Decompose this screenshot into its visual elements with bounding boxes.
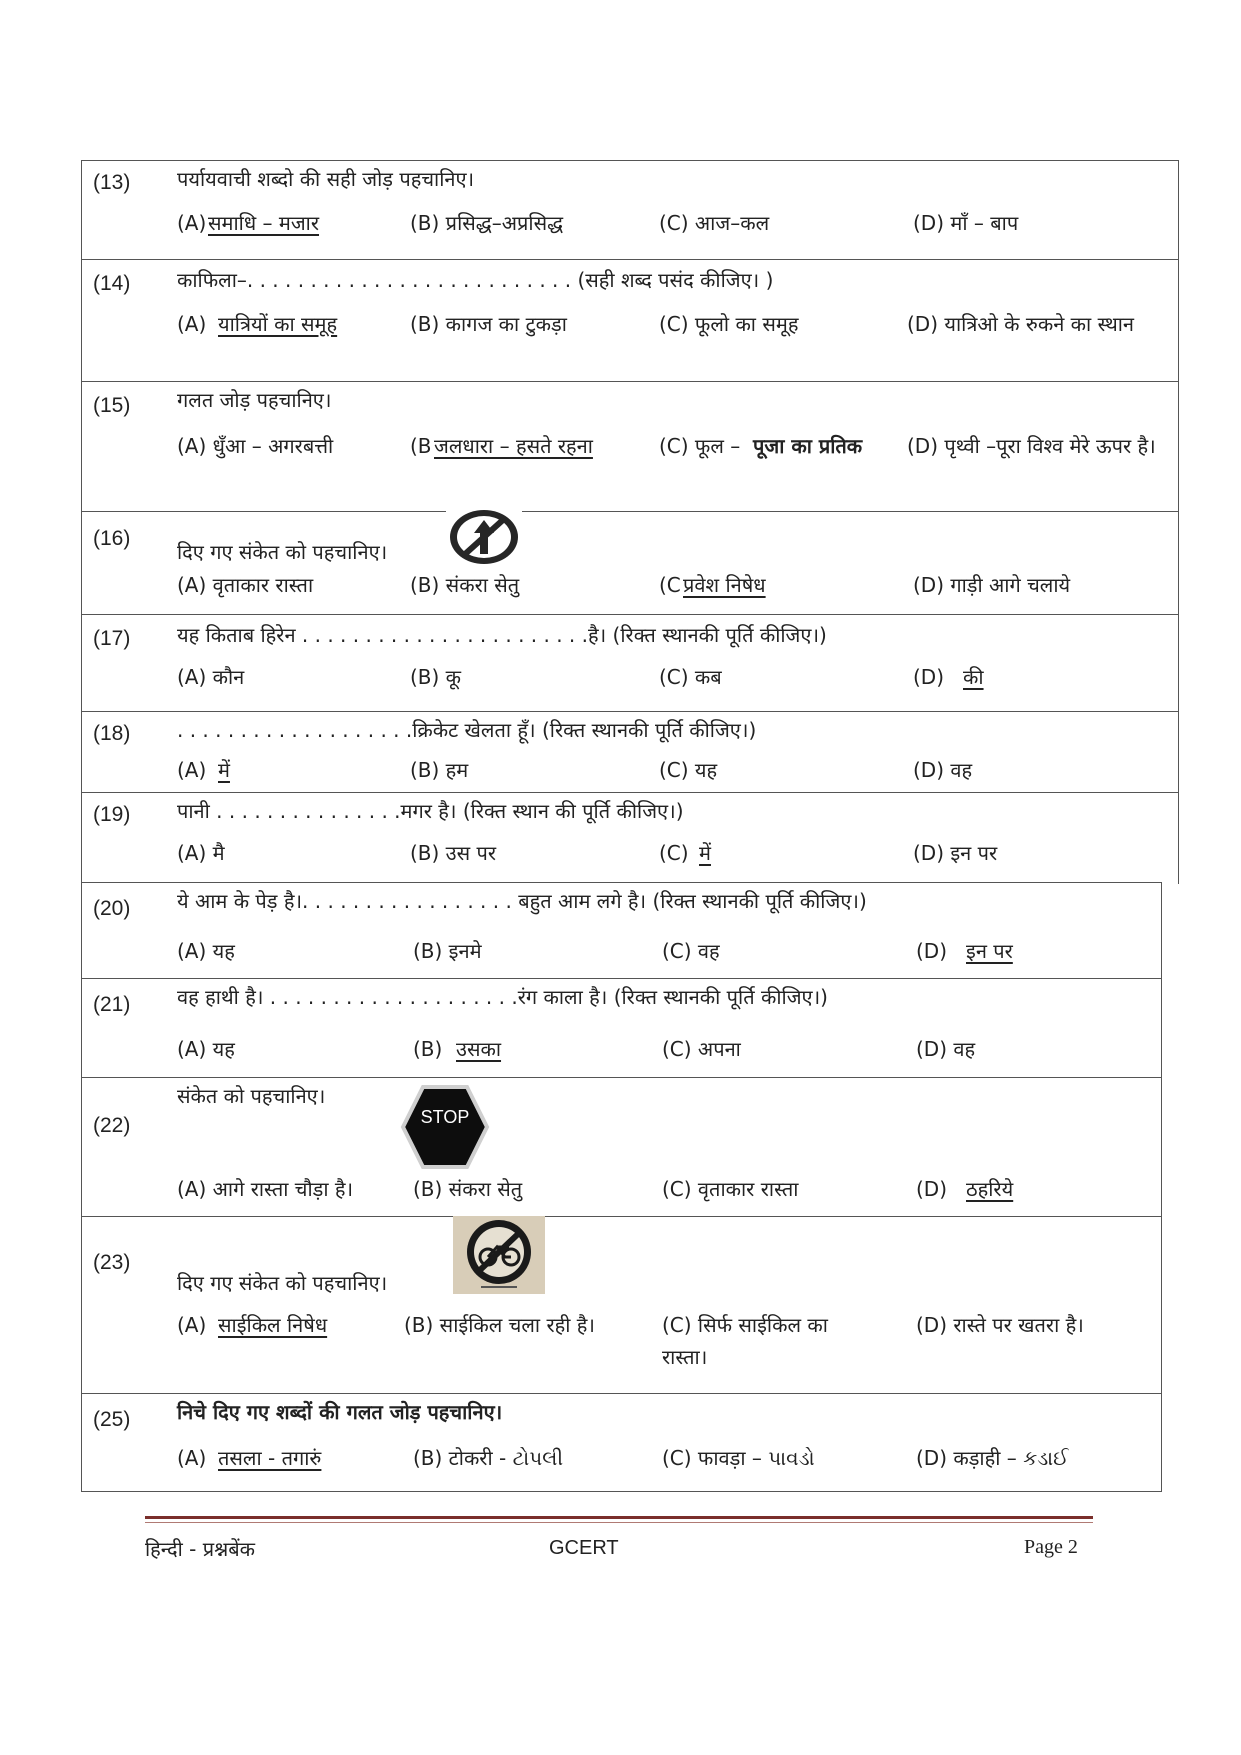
question-text: वह हाथी है। . . . . . . . . . . . . . . . . . . . .रंग काला है। (रिक्त स्थानकी पूर्ति कीजिए।) xyxy=(177,985,828,1009)
question-text: दिए गए संकेत को पहचानिए। xyxy=(177,540,388,564)
option-c-answer: प्रवेश निषेध xyxy=(683,573,766,597)
option-b: (B) साईकिल चला रही है। xyxy=(404,1313,595,1337)
option-c: (C) वृताकार रास्ता xyxy=(662,1177,799,1201)
option-a: (A) कौन xyxy=(177,665,245,689)
question-number: (22) xyxy=(93,1114,131,1137)
option-c: (C) कब xyxy=(659,665,722,689)
option-a: (A) वृताकार रास्ता xyxy=(177,573,314,597)
option-b: (B) उस पर xyxy=(410,841,497,865)
option-d: (D) कड़ाही – કડાઈ xyxy=(916,1446,1069,1470)
question-21 xyxy=(81,978,1162,1078)
option-d-label: (D) xyxy=(913,665,945,689)
option-a: (A) मै xyxy=(177,841,225,865)
question-number: (25) xyxy=(93,1408,131,1431)
option-b-answer: उसका xyxy=(456,1037,502,1061)
option-d-label: (D) xyxy=(916,1177,948,1201)
question-13 xyxy=(81,160,1179,260)
option-c-text: पूजा का प्रतिक xyxy=(753,434,863,458)
option-c-label: (C) फूल – xyxy=(659,434,741,458)
option-a: (A) आगे रास्ता चौड़ा है। xyxy=(177,1177,354,1201)
option-b: (B) कागज का टुकड़ा xyxy=(410,312,567,336)
question-text: यह किताब हिरेन . . . . . . . . . . . . . . . . . . . . . . .है। (रिक्त स्थानकी पूर्ति कीजिए।) xyxy=(177,623,827,647)
question-19 xyxy=(81,792,1179,884)
option-d: (D) इन पर xyxy=(913,841,998,865)
option-d-answer: ठहरिये xyxy=(966,1177,1014,1201)
option-c: (C) फूलो का समूह xyxy=(659,312,799,336)
option-a: (A) धुँआ – अगरबत्ती xyxy=(177,434,334,458)
option-a-label: (A) xyxy=(177,758,207,782)
question-text: ये आम के पेड़ है।. . . . . . . . . . . . . . . . . बहुत आम लगे है। (रिक्त स्थानकी पूर्ति कीजिए।) xyxy=(177,889,867,913)
question-17 xyxy=(81,614,1179,712)
question-number: (21) xyxy=(93,993,131,1016)
question-number: (18) xyxy=(93,722,131,745)
option-d: (D) वह xyxy=(913,758,973,782)
option-a-answer: में xyxy=(218,758,230,782)
question-25 xyxy=(81,1393,1162,1492)
question-23 xyxy=(81,1216,1162,1394)
option-c: (C) सिर्फ साईकिल का रास्ता। xyxy=(662,1313,828,1369)
no-entry-straight-sign-icon xyxy=(446,500,522,574)
option-c: (C) आज–कल xyxy=(659,211,770,235)
question-16 xyxy=(81,511,1179,615)
option-b: (B) कू xyxy=(410,665,462,689)
question-20 xyxy=(81,882,1162,979)
question-18 xyxy=(81,711,1179,793)
option-b-label: (B) xyxy=(413,1037,443,1061)
question-number: (19) xyxy=(93,803,131,826)
option-b-answer: जलधारा – हसते रहना xyxy=(434,434,593,458)
question-text: काफिला–. . . . . . . . . . . . . . . . . . . . . . . . . . (सही शब्द पसंद कीजिए। ) xyxy=(177,268,774,292)
footer-page-number: Page 2 xyxy=(1024,1536,1078,1558)
option-a-answer: यात्रियों का समूह xyxy=(218,312,338,336)
question-number: (14) xyxy=(93,272,131,295)
option-d: (D) पृथ्वी –पूरा विश्व मेरे ऊपर है। xyxy=(907,434,1156,458)
option-c-label: (C) xyxy=(659,841,689,865)
option-a: (A) यह xyxy=(177,1037,235,1061)
option-b-label: (B xyxy=(410,434,432,458)
footer-rule-thin xyxy=(145,1522,1093,1523)
option-a-answer: साईकिल निषेध xyxy=(218,1313,328,1337)
option-c: (C) वह xyxy=(662,939,720,963)
option-c: (C) अपना xyxy=(662,1037,741,1061)
option-c-label: (C xyxy=(659,573,681,597)
question-number: (17) xyxy=(93,627,131,650)
question-text: संकेत को पहचानिए। xyxy=(177,1084,326,1108)
option-a-answer: समाधि – मजार xyxy=(208,211,320,235)
option-a: (A) यह xyxy=(177,939,235,963)
stop-sign-label: STOP xyxy=(420,1107,470,1127)
question-22 xyxy=(81,1077,1162,1217)
question-text: दिए गए संकेत को पहचानिए। xyxy=(177,1271,388,1295)
question-text: पर्यायवाची शब्दो की सही जोड़ पहचानिए। xyxy=(177,167,475,191)
option-b: (B) इनमे xyxy=(413,939,482,963)
option-d: (D) वह xyxy=(916,1037,976,1061)
option-a-label: (A) xyxy=(177,312,207,336)
question-number: (13) xyxy=(93,171,131,194)
option-a-label: (A) xyxy=(177,211,207,235)
question-text: गलत जोड़ पहचानिए। xyxy=(177,388,332,412)
no-bicycle-sign-icon xyxy=(453,1216,545,1294)
option-a-label: (A) xyxy=(177,1313,207,1337)
option-d-answer: इन पर xyxy=(966,939,1013,963)
footer-subject: हिन्दी - प्रश्नबेंक xyxy=(145,1537,256,1561)
question-number: (16) xyxy=(93,527,131,550)
option-a-answer: तसला - तगारुं xyxy=(218,1446,322,1470)
option-d-answer: की xyxy=(963,665,984,689)
option-b: (B) हम xyxy=(410,758,469,782)
option-c: (C) यह xyxy=(659,758,718,782)
question-text: पानी . . . . . . . . . . . . . . .मगर है। (रिक्त स्थान की पूर्ति कीजिए।) xyxy=(177,799,684,823)
option-b: (B) संकरा सेतु xyxy=(410,573,520,597)
option-a-label: (A) xyxy=(177,1446,207,1470)
option-d: (D) गाड़ी आगे चलाये xyxy=(913,573,1071,597)
question-number: (23) xyxy=(93,1251,131,1274)
option-d-label: (D) xyxy=(916,939,948,963)
option-b: (B) प्रसिद्ध–अप्रसिद्ध xyxy=(410,211,564,235)
question-15 xyxy=(81,381,1179,512)
option-d: (D) माँ – बाप xyxy=(913,211,1019,235)
option-c-answer: में xyxy=(699,841,711,865)
footer-publisher: GCERT xyxy=(549,1537,619,1559)
footer-rule xyxy=(145,1516,1093,1519)
question-14 xyxy=(81,259,1179,382)
stop-sign-icon xyxy=(399,1083,491,1171)
question-text: निचे दिए गए शब्दों की गलत जोड़ पहचानिए। xyxy=(177,1400,503,1424)
option-b: (B) संकरा सेतु xyxy=(413,1177,523,1201)
option-d: (D) रास्ते पर खतरा है। xyxy=(916,1313,1084,1337)
option-b: (B) टोकरी - ટોપલી xyxy=(413,1446,564,1470)
option-d: (D) यात्रिओ के रुकने का स्थान xyxy=(907,312,1135,336)
question-text: . . . . . . . . . . . . . . . . . . .क्रिकेट खेलता हूँ। (रिक्त स्थानकी पूर्ति कीजिए।) xyxy=(177,718,757,742)
question-number: (15) xyxy=(93,394,131,417)
question-number: (20) xyxy=(93,897,131,920)
option-c: (C) फावड़ा – પાવડો xyxy=(662,1446,815,1470)
